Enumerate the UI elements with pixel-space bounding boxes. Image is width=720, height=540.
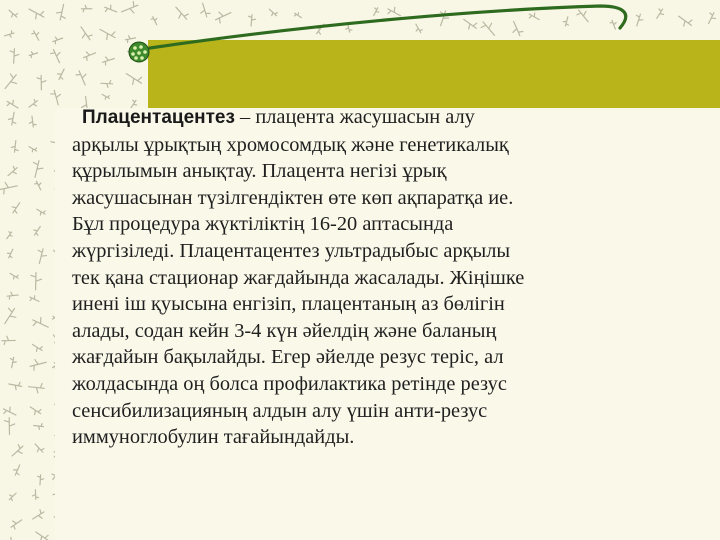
texture-mark bbox=[38, 475, 44, 485]
term-separator: – bbox=[234, 106, 256, 128]
texture-mark bbox=[679, 16, 692, 26]
first-line bbox=[72, 104, 694, 132]
texture-mark bbox=[7, 100, 18, 108]
olive-header-bar bbox=[148, 40, 720, 108]
texture-mark bbox=[35, 181, 41, 190]
texture-mark bbox=[128, 50, 134, 59]
texture-mark bbox=[33, 490, 39, 500]
text-line: иммуноглобулин тағайындайды. bbox=[72, 426, 355, 449]
texture-mark bbox=[84, 52, 96, 60]
texture-mark bbox=[529, 13, 539, 20]
texture-mark bbox=[102, 94, 109, 99]
texture-mark bbox=[9, 112, 16, 125]
text-line: жолдасында оң болса профилактика ретінде резус bbox=[72, 372, 507, 395]
texture-mark bbox=[102, 57, 114, 65]
texture-mark bbox=[269, 9, 277, 16]
texture-mark bbox=[709, 13, 716, 24]
texture-mark bbox=[53, 37, 63, 44]
slide-body-text bbox=[72, 104, 694, 451]
texture-mark bbox=[9, 10, 17, 17]
texture-mark bbox=[151, 17, 157, 25]
texture-mark bbox=[14, 465, 20, 475]
texture-mark bbox=[4, 31, 14, 37]
texture-mark bbox=[10, 273, 18, 279]
text-line: Бұл процедура жүктіліктің 16-20 аптасында bbox=[72, 213, 454, 236]
texture-mark bbox=[33, 510, 44, 519]
texture-mark bbox=[32, 31, 39, 41]
texture-mark bbox=[7, 292, 18, 299]
text-line: сенсибилизацияның алдын алу үшін анти-резус bbox=[72, 399, 488, 422]
texture-mark bbox=[101, 80, 113, 87]
texture-mark bbox=[29, 147, 37, 152]
texture-mark bbox=[0, 182, 17, 194]
texture-mark bbox=[9, 493, 16, 500]
text-line: арқылы ұрықтың хромосомдық және генетикалық bbox=[72, 133, 509, 156]
texture-mark bbox=[3, 407, 15, 415]
texture-mark bbox=[12, 445, 23, 456]
text-line: алады, содан кейн 3-4 күн әйелдің және баланың bbox=[72, 319, 497, 342]
texture-mark bbox=[7, 249, 12, 258]
texture-mark bbox=[11, 141, 18, 153]
term-heading: Плацентацентез bbox=[82, 107, 235, 128]
texture-mark bbox=[30, 296, 39, 302]
texture-mark bbox=[125, 36, 135, 43]
texture-mark bbox=[37, 75, 46, 89]
texture-mark bbox=[34, 424, 44, 430]
texture-mark bbox=[100, 29, 115, 39]
texture-mark bbox=[374, 8, 379, 16]
texture-mark bbox=[563, 17, 568, 26]
texture-mark bbox=[81, 5, 91, 11]
texture-mark bbox=[7, 232, 12, 239]
texture-mark bbox=[388, 7, 401, 15]
texture-mark bbox=[29, 52, 37, 58]
texture-mark bbox=[29, 116, 36, 127]
texture-mark bbox=[8, 166, 17, 175]
texture-mark bbox=[76, 71, 86, 85]
texture-mark bbox=[416, 24, 423, 33]
texture-mark bbox=[10, 357, 16, 367]
texture-mark bbox=[440, 11, 448, 26]
texture-mark bbox=[294, 13, 301, 18]
texture-mark bbox=[33, 161, 42, 178]
text-line: тек қана стационар жағдайында жасалады. Жіңішке bbox=[72, 266, 525, 289]
texture-mark bbox=[5, 74, 16, 89]
texture-mark bbox=[33, 318, 48, 328]
texture-mark bbox=[105, 5, 117, 12]
texture-mark bbox=[29, 99, 37, 107]
texture-mark bbox=[215, 12, 230, 23]
texture-mark bbox=[122, 2, 138, 13]
texture-mark bbox=[577, 10, 588, 22]
texture-mark bbox=[31, 273, 42, 290]
texture-mark bbox=[657, 9, 664, 18]
texture-mark bbox=[201, 3, 210, 17]
texture-mark bbox=[34, 227, 40, 236]
texture-mark bbox=[9, 382, 22, 389]
texture-mark bbox=[81, 27, 92, 40]
texture-mark bbox=[464, 19, 477, 29]
texture-mark bbox=[58, 69, 65, 79]
text-line: құрылымын анықтау. Плацента негізі ұрық bbox=[72, 160, 447, 183]
texture-mark bbox=[4, 418, 14, 435]
text-line: жүргізіледі. Плацентацентез ультрадыбыс арқылы bbox=[72, 239, 511, 262]
texture-mark bbox=[37, 209, 45, 215]
texture-mark bbox=[30, 407, 41, 415]
texture-mark bbox=[29, 9, 44, 19]
texture-mark bbox=[10, 49, 19, 64]
texture-mark bbox=[29, 383, 45, 392]
texture-mark bbox=[30, 360, 46, 371]
texture-mark bbox=[126, 74, 141, 85]
text-line: жағдайын бақылайды. Егер әйелде резус теріс, ал bbox=[72, 346, 504, 369]
text-line: жасушасынан түзілгендіктен өте көп ақпаратқа ие. bbox=[72, 186, 514, 209]
texture-mark bbox=[12, 203, 20, 213]
texture-mark bbox=[11, 520, 22, 529]
texture-mark bbox=[513, 21, 523, 35]
texture-mark bbox=[32, 344, 42, 351]
texture-mark bbox=[51, 50, 60, 63]
text-line: инені іш қуысына енгізіп, плацентаның аз бөлігін bbox=[72, 293, 505, 316]
texture-mark bbox=[51, 90, 61, 104]
definition-start: плацента жасушасын алу bbox=[255, 106, 475, 128]
texture-mark bbox=[36, 532, 48, 540]
texture-mark bbox=[38, 249, 46, 264]
texture-mark bbox=[481, 22, 494, 35]
texture-mark bbox=[249, 15, 256, 26]
texture-mark bbox=[35, 444, 44, 452]
texture-mark bbox=[636, 14, 642, 26]
texture-mark bbox=[176, 7, 188, 19]
texture-mark bbox=[5, 308, 16, 323]
texture-mark bbox=[316, 24, 324, 34]
texture-mark bbox=[56, 4, 65, 19]
texture-mark bbox=[2, 336, 15, 344]
texture-mark bbox=[610, 20, 616, 29]
texture-mark bbox=[346, 23, 352, 32]
